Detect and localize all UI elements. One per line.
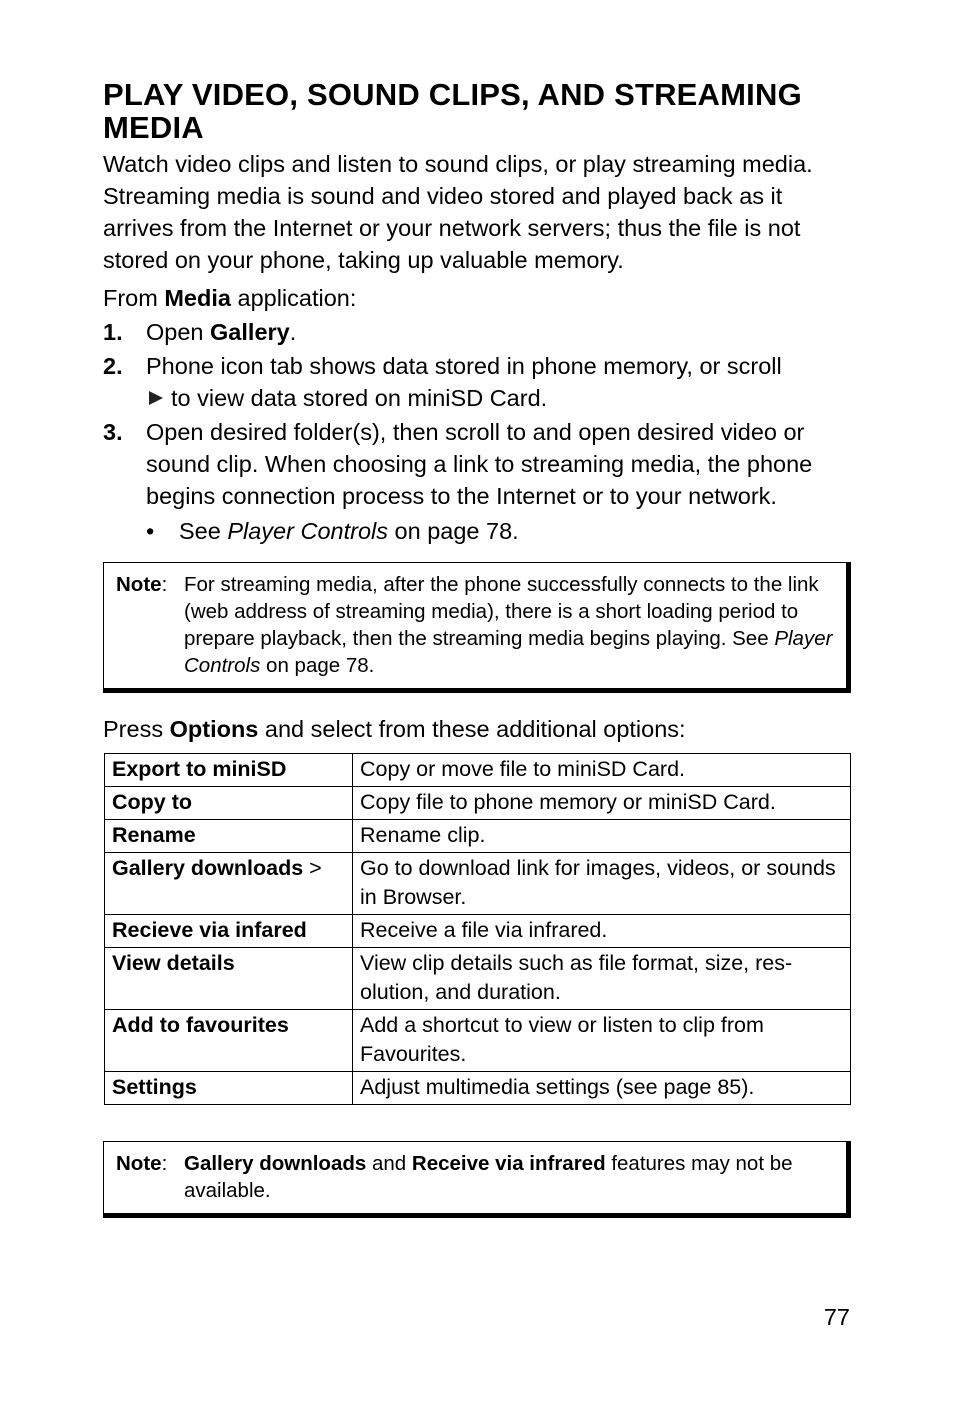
step-2 — [103, 350, 851, 414]
step-3 — [103, 416, 851, 512]
press-post: and select from these additional options: — [258, 716, 686, 742]
note-body — [116, 571, 836, 679]
option-name-text: Settings — [112, 1075, 197, 1099]
note-label-sep: : — [161, 573, 168, 596]
table-row — [105, 1010, 851, 1072]
step-number: 3. — [103, 419, 123, 445]
table-row — [105, 915, 851, 948]
note-label-text: Note — [116, 573, 162, 596]
press-options-line — [103, 713, 851, 745]
option-name — [105, 915, 353, 948]
option-description: Rename clip. — [353, 820, 851, 853]
step-2-text-2: to view data stored on miniSD Card. — [171, 385, 548, 411]
note-text: For streaming media, after the phone successfully connects to the link (web address of streaming media), there is a short loading period to prepare playback, then the streaming media begins playing. See — [184, 573, 819, 650]
press-options-bold: Options — [169, 716, 259, 742]
table-row — [105, 820, 851, 853]
option-name-text: Recieve via infared — [112, 918, 307, 942]
table-row — [105, 754, 851, 787]
from-post: application: — [230, 285, 357, 311]
note-mid: and — [366, 1152, 412, 1175]
note-italic: Player Controls — [184, 627, 833, 677]
step-1-bold: Gallery — [210, 319, 290, 345]
option-name — [105, 820, 353, 853]
option-name-text: Rename — [112, 823, 196, 847]
table-row — [105, 853, 851, 915]
option-name — [105, 948, 353, 1010]
bullet-italic: Player Controls — [227, 518, 388, 544]
steps-list — [103, 316, 851, 512]
option-description: Receive a file via infrared. — [353, 915, 851, 948]
note-post: on page 78. — [260, 654, 375, 677]
option-description: Go to download link for images, videos, or sounds in Browser. — [353, 853, 851, 915]
note-body — [116, 1150, 836, 1204]
from-media-bold: Media — [164, 285, 231, 311]
option-name-text: Export to miniSD — [112, 757, 287, 781]
option-description: Copy or move file to miniSD Card. — [353, 754, 851, 787]
note-label-text: Note — [116, 1152, 162, 1175]
from-media-line — [103, 282, 851, 314]
note-bold-2: Receive via infrared — [411, 1152, 606, 1175]
option-name — [105, 754, 353, 787]
option-name-text: Add to favourites — [112, 1013, 289, 1037]
table-row — [105, 787, 851, 820]
option-name — [105, 787, 353, 820]
streaming-note-box — [103, 562, 851, 693]
option-description: Adjust multimedia settings (see page 85). — [353, 1072, 851, 1105]
press-pre: Press — [103, 716, 170, 742]
table-row — [105, 948, 851, 1010]
bullet-post: on page 78. — [388, 518, 519, 544]
option-name — [105, 1010, 353, 1072]
option-description: View clip details such as file format, size, res-olution, and duration. — [353, 948, 851, 1010]
step-1-post: . — [289, 319, 297, 345]
option-name — [105, 1072, 353, 1105]
intro-paragraph: Watch video clips and listen to sound clips, or play streaming media. Streaming media is sound and video stored and played back as it arrives from the Internet or your network servers; thus the file is not stored on your phone, taking up valuable memory. — [103, 151, 813, 273]
option-suffix: > — [303, 856, 322, 880]
bullet-pre: See — [179, 518, 228, 544]
right-arrow-icon — [149, 391, 163, 405]
option-name-text: Copy to — [112, 790, 193, 814]
step-3-text: Open desired folder(s), then scroll to and open desired video or sound clip. When choosing a link to streaming media, the phone begins connection process to the Internet or to your network. — [146, 419, 813, 509]
option-description: Copy file to phone memory or miniSD Card. — [353, 787, 851, 820]
page-number: 77 — [823, 1304, 850, 1330]
step-number: 1. — [103, 319, 123, 345]
page-content — [103, 78, 851, 1218]
note-label-sep: : — [161, 1152, 168, 1175]
options-table — [104, 753, 851, 1105]
bullet-dot: • — [146, 518, 155, 544]
option-name-text: Gallery downloads — [112, 856, 304, 880]
option-description: Add a shortcut to view or listen to clip from Favourites. — [353, 1010, 851, 1072]
see-player-controls-bullet — [103, 515, 851, 547]
note-label — [116, 1150, 167, 1177]
option-name — [105, 853, 353, 915]
availability-note-box — [103, 1141, 851, 1218]
note-label — [116, 571, 167, 598]
table-row — [105, 1072, 851, 1105]
option-name-text: View details — [112, 951, 235, 975]
note-post: features may not be available. — [184, 1152, 793, 1202]
step-1-pre: Open — [146, 319, 211, 345]
note-bold-1: Gallery downloads — [184, 1152, 367, 1175]
step-number: 2. — [103, 353, 123, 379]
step-2-text-1: Phone icon tab shows data stored in phone memory, or scroll — [146, 353, 782, 379]
step-1 — [103, 316, 851, 348]
from-pre: From — [103, 285, 165, 311]
page-title: PLAY VIDEO, SOUND CLIPS, AND STREAMING MEDIA — [103, 77, 802, 145]
